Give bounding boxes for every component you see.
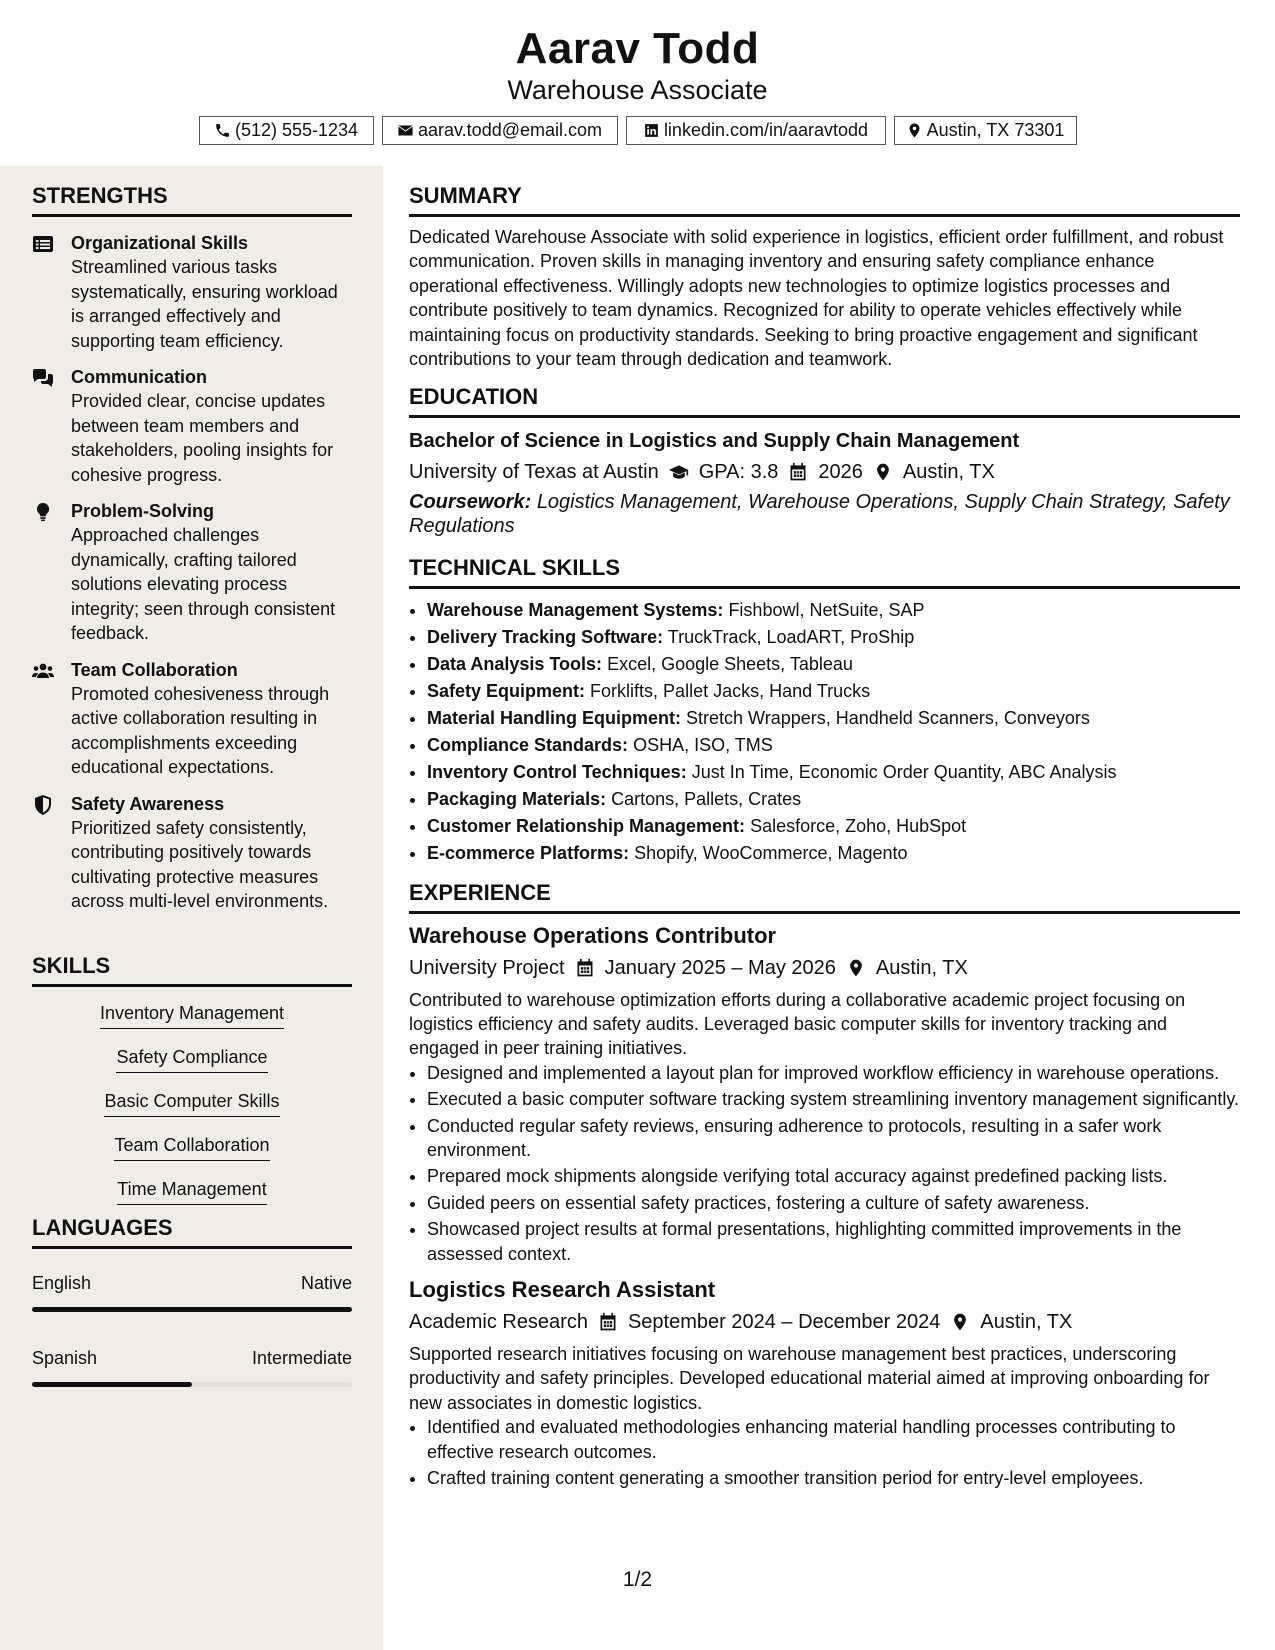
list-item: • Prepared mock shipments alongside verifying total accuracy against predefined packing lists.: [427, 1164, 1240, 1188]
location-pin-icon: [950, 1312, 970, 1332]
calendar-icon: [598, 1312, 618, 1332]
list-item: [427, 813, 1240, 840]
tech-skill-label: Warehouse Management Systems:: [427, 600, 724, 621]
contact-phone-text: (512) 555-1234: [234, 120, 359, 140]
skill-item: [32, 1177, 352, 1205]
sidebar: [0, 166, 383, 1650]
list-item: [427, 705, 1240, 732]
job-dates: January 2025 – May 2026: [604, 956, 836, 979]
job-meta: [409, 1308, 1240, 1336]
contact-location[interactable]: [894, 116, 1077, 145]
experience-title: EXPERIENCE: [409, 879, 1240, 914]
contact-email-text: aarav.todd@email.com: [417, 120, 603, 140]
location-pin-icon: [846, 958, 866, 978]
envelope-icon: [397, 122, 414, 139]
strength-item: [32, 658, 352, 780]
chat-bubbles-icon: [32, 368, 54, 388]
tech-skill-value: Just In Time, Economic Order Quantity, ABC Analysis: [691, 761, 1117, 782]
summary-section: [409, 182, 1240, 371]
job-entry: [409, 1276, 1240, 1490]
contact-email[interactable]: [382, 116, 618, 145]
location-pin-icon: [906, 122, 923, 139]
list-item: • Identified and evaluated methodologies enhancing material handling processes contributing to effective research outcomes.: [427, 1415, 1240, 1464]
degree-name: Bachelor of Science in Logistics and Supply Chain Management: [409, 430, 1020, 453]
languages-section: [32, 1214, 352, 1387]
tech-skill-value: OSHA, ISO, TMS: [633, 734, 773, 755]
job-bullets: [409, 1061, 1240, 1266]
users-icon: [32, 661, 54, 681]
language-proficiency-fill: [32, 1307, 352, 1312]
language-proficiency-bar: [32, 1307, 352, 1312]
list-item: [427, 759, 1240, 786]
list-item: [427, 786, 1240, 813]
page-number: 1/2: [622, 1568, 653, 1591]
list-item: • Executed a basic computer software tracking system streamlining inventory management significantly.: [427, 1087, 1240, 1111]
list-item: • Designed and implemented a layout plan for improved workflow efficiency in warehouse operations.: [427, 1061, 1240, 1085]
tech-skill-label: Inventory Control Techniques:: [427, 761, 687, 782]
language-item: [32, 1346, 352, 1387]
skill-label: Safety Compliance: [116, 1045, 267, 1073]
list-item: [427, 840, 1240, 867]
tech-skill-label: Safety Equipment:: [427, 681, 586, 702]
contact-linkedin-text: linkedin.com/in/aaravtodd: [663, 120, 869, 140]
tech-skill-label: E-commerce Platforms:: [427, 842, 630, 863]
job-bullets: [409, 1415, 1240, 1490]
skill-item: [32, 1089, 352, 1117]
tech-skill-label: Delivery Tracking Software:: [427, 627, 664, 648]
tech-skill-value: Cartons, Pallets, Crates: [611, 788, 802, 809]
technical-skills-list: [409, 597, 1240, 866]
contact-location-text: Austin, TX 73301: [926, 120, 1065, 140]
list-item: • Crafted training content generating a smoother transition period for entry-level employees.: [427, 1466, 1240, 1490]
list-item: [427, 624, 1240, 651]
phone-icon: [214, 122, 231, 139]
strengths-title: STRENGTHS: [32, 182, 352, 217]
experience-section: [409, 879, 1240, 1491]
strength-desc: Prioritized safety consistently, contributing positively towards cultivating protective measures across multi-level environments.: [71, 817, 329, 911]
strength-title: Safety Awareness: [71, 793, 225, 814]
lightbulb-icon: [32, 502, 54, 522]
job-org: Academic Research: [409, 1310, 588, 1333]
list-item: [427, 732, 1240, 759]
job-description: Contributed to warehouse optimization efforts during a collaborative academic project focusing on logistics efficiency and safety audits. Leveraged basic computer skills for inventory tracking and engaged in peer training initiatives.: [409, 989, 1186, 1059]
tech-skill-label: Compliance Standards:: [427, 734, 629, 755]
tech-skill-value: Fishbowl, NetSuite, SAP: [728, 600, 925, 621]
list-icon: [32, 234, 54, 254]
education-location: Austin, TX: [902, 461, 995, 484]
shield-icon: [32, 795, 54, 815]
calendar-icon: [788, 462, 808, 482]
strength-desc: Promoted cohesiveness through active collaboration resulting in accomplishments exceeding educational expectations.: [71, 683, 330, 777]
coursework-label: Coursework:: [409, 491, 532, 514]
tech-skill-label: Packaging Materials:: [427, 788, 607, 809]
skills-list: [32, 1001, 352, 1205]
education-section: [409, 383, 1240, 538]
tech-skill-value: TruckTrack, LoadART, ProShip: [667, 627, 915, 648]
job-meta: [409, 954, 1240, 982]
summary-text: Dedicated Warehouse Associate with solid experience in logistics, efficient order fulfillment, and robust communication. Proven skills in managing inventory and ensuring safety compliance enhance operational effectiveness. Willingly adopts new technologies to optimize logistics processes and contribute positively to team dynamics. Recognized for ability to operate vehicles effectively while maintaining focus on productivity standards. Seeking to bring proactive engagement and significant contributions to your team through dedication and teamwork.: [409, 227, 1224, 370]
contact-linkedin[interactable]: [626, 116, 886, 145]
tech-skill-value: Forklifts, Pallet Jacks, Hand Trucks: [590, 681, 871, 702]
skills-section: [32, 952, 352, 1221]
skill-item: [32, 1133, 352, 1161]
skill-item: [32, 1045, 352, 1073]
strength-desc: Provided clear, concise updates between team members and stakeholders, pooling insights for cohesive progress.: [71, 391, 334, 485]
location-pin-icon: [873, 462, 893, 482]
candidate-name: Aarav Todd: [515, 24, 760, 73]
strength-item: [32, 231, 352, 353]
language-level: Intermediate: [251, 1348, 352, 1368]
skill-label: Team Collaboration: [114, 1133, 269, 1161]
strength-desc: Streamlined various tasks systematically, ensuring workload is arranged effectively and supporting team efficiency.: [71, 257, 338, 351]
language-level: Native: [300, 1273, 352, 1293]
coursework: [409, 490, 1240, 538]
coursework-text: Logistics Management, Warehouse Operations, Supply Chain Strategy, Safety Regulations: [409, 491, 1230, 538]
strength-title: Organizational Skills: [71, 233, 249, 253]
tech-skill-label: Material Handling Equipment:: [427, 708, 682, 729]
job-title: Logistics Research Assistant: [409, 1276, 716, 1302]
job-title: Warehouse Operations Contributor: [409, 922, 777, 948]
graduation-cap-icon: [669, 462, 689, 482]
skill-label: Time Management: [117, 1177, 266, 1205]
tech-skill-label: Data Analysis Tools:: [427, 654, 603, 675]
job-entry: [409, 922, 1240, 1266]
skill-label: Inventory Management: [100, 1001, 284, 1029]
strength-item: [32, 499, 352, 646]
strength-title: Problem-Solving: [71, 501, 215, 521]
graduation-year: 2026: [818, 461, 863, 484]
job-description: Supported research initiatives focusing on warehouse management best practices, underscoring productivity and safety principles. Developed educational material aimed at improving onboarding for new associates in domestic logistics.: [409, 1343, 1210, 1413]
summary-title: SUMMARY: [409, 182, 1240, 217]
school-name: University of Texas at Austin: [409, 461, 659, 484]
language-name: English: [32, 1273, 92, 1293]
job-location: Austin, TX: [875, 956, 968, 979]
technical-skills-title: TECHNICAL SKILLS: [409, 554, 1240, 589]
tech-skill-value: Stretch Wrappers, Handheld Scanners, Conveyors: [686, 708, 1090, 729]
tech-skill-value: Shopify, WooCommerce, Magento: [634, 842, 908, 863]
tech-skill-value: Excel, Google Sheets, Tableau: [607, 654, 853, 675]
skills-title: SKILLS: [32, 952, 352, 987]
language-name: Spanish: [32, 1348, 98, 1368]
job-location: Austin, TX: [980, 1310, 1073, 1333]
language-proficiency-bar: [32, 1382, 352, 1387]
tech-skill-value: Salesforce, Zoho, HubSpot: [750, 815, 967, 836]
technical-skills-section: [409, 554, 1240, 866]
job-dates: September 2024 – December 2024: [627, 1310, 941, 1333]
contact-phone[interactable]: [199, 116, 374, 145]
language-proficiency-fill: [32, 1382, 192, 1387]
main-content: [409, 166, 1240, 1492]
tech-skill-label: Customer Relationship Management:: [427, 815, 746, 836]
job-org: University Project: [409, 956, 565, 979]
list-item: • Conducted regular safety reviews, ensuring adherence to protocols, resulting in a safer work environment.: [427, 1114, 1240, 1163]
resume-header: [0, 0, 1275, 166]
strength-title: Communication: [71, 367, 208, 387]
education-meta: [409, 458, 1240, 486]
strength-title: Team Collaboration: [71, 659, 238, 680]
list-item: [427, 678, 1240, 705]
language-item: [32, 1271, 352, 1312]
list-item: [427, 597, 1240, 624]
candidate-title: Warehouse Associate: [507, 75, 768, 105]
education-title: EDUCATION: [409, 383, 1240, 418]
linkedin-icon: [643, 122, 660, 139]
skill-label: Basic Computer Skills: [104, 1089, 279, 1117]
list-item: • Showcased project results at formal presentations, highlighting committed improvements in the assessed context.: [427, 1217, 1240, 1266]
skill-item: [32, 1001, 352, 1029]
calendar-icon: [575, 958, 595, 978]
strength-desc: Approached challenges dynamically, crafting tailored solutions elevating process integrity; seen through consistent feedback.: [71, 525, 336, 643]
strength-item: [32, 792, 352, 914]
list-item: [427, 651, 1240, 678]
contact-bar: [0, 116, 1275, 145]
strength-item: [32, 365, 352, 487]
strengths-section: [32, 182, 352, 914]
list-item: • Guided peers on essential safety practices, fostering a culture of safety awareness.: [427, 1191, 1240, 1215]
gpa: GPA: 3.8: [698, 461, 779, 484]
languages-title: LANGUAGES: [32, 1214, 352, 1249]
